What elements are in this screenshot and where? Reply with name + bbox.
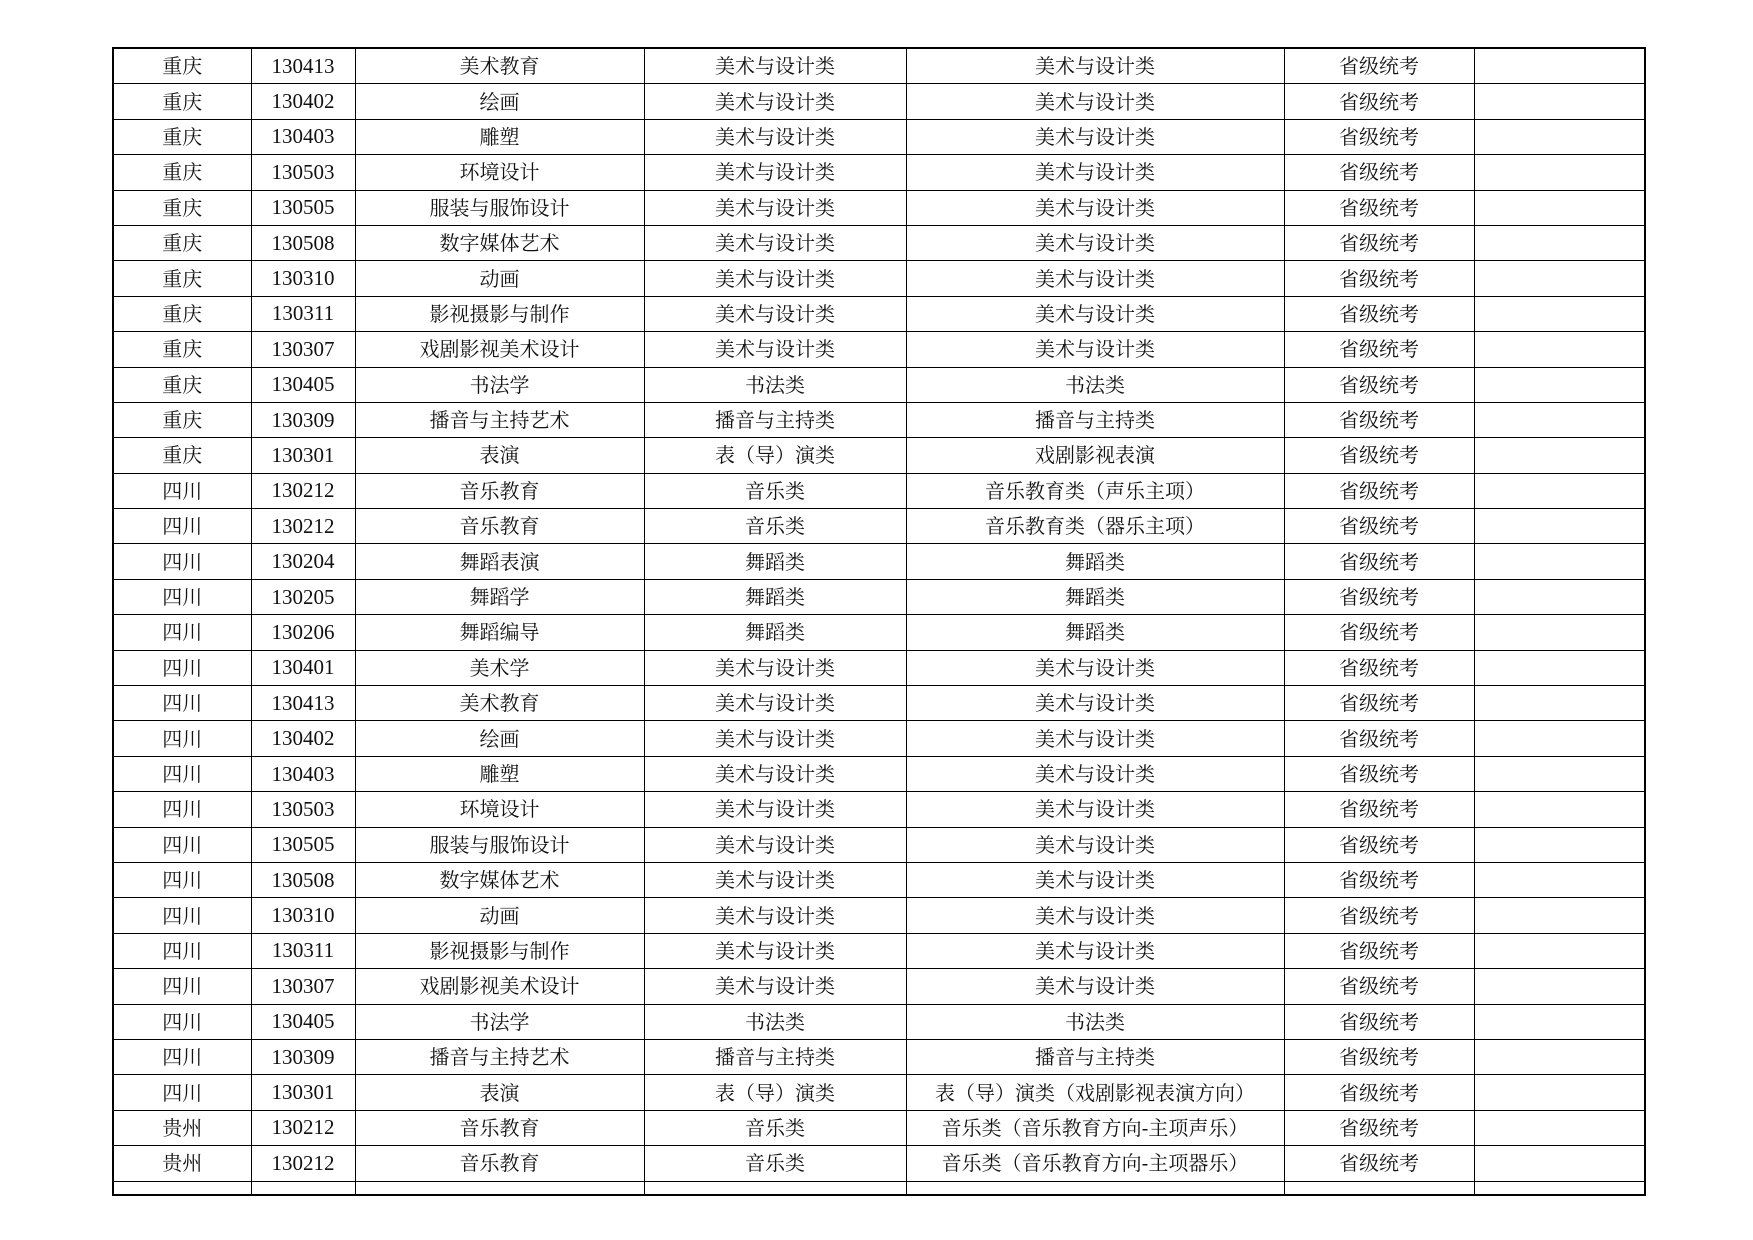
exam-subject-cell: 美术与设计类 [906,969,1284,1004]
category-cell: 美术与设计类 [644,969,906,1004]
table-row [113,862,1645,897]
code-cell: 130212 [251,1146,355,1181]
note-cell [1474,756,1645,791]
exam-type-cell: 省级统考 [1284,1146,1474,1181]
code-cell: 130206 [251,615,355,650]
category-cell: 播音与主持类 [644,1039,906,1074]
code-cell: 130503 [251,155,355,190]
province-cell: 四川 [113,615,251,650]
major-cell: 书法学 [355,367,644,402]
major-cell: 戏剧影视美术设计 [355,332,644,367]
table-row [113,1039,1645,1074]
category-cell: 书法类 [644,1004,906,1039]
note-cell [1474,1110,1645,1145]
province-cell: 四川 [113,1075,251,1110]
code-cell: 130403 [251,756,355,791]
exam-type-cell: 省级统考 [1284,1004,1474,1039]
exam-type-cell: 省级统考 [1284,225,1474,260]
note-cell [1474,190,1645,225]
major-cell: 绘画 [355,721,644,756]
table-row [113,155,1645,190]
exam-subject-cell: 美术与设计类 [906,827,1284,862]
code-cell: 130307 [251,332,355,367]
major-cell: 音乐教育 [355,1110,644,1145]
exam-subject-cell: 美术与设计类 [906,721,1284,756]
exam-subject-cell: 舞蹈类 [906,579,1284,614]
major-cell: 绘画 [355,84,644,119]
table-row [113,438,1645,473]
category-cell: 表（导）演类 [644,438,906,473]
table-row [113,190,1645,225]
province-cell: 重庆 [113,119,251,154]
code-cell: 130403 [251,119,355,154]
category-cell: 音乐类 [644,473,906,508]
major-cell: 书法学 [355,1004,644,1039]
major-cell: 环境设计 [355,155,644,190]
exam-subject-cell: 播音与主持类 [906,402,1284,437]
exam-type-cell: 省级统考 [1284,615,1474,650]
exam-subject-cell: 美术与设计类 [906,933,1284,968]
table-row [113,1004,1645,1039]
province-cell: 四川 [113,579,251,614]
major-cell: 影视摄影与制作 [355,933,644,968]
code-cell: 130405 [251,367,355,402]
note-cell [1474,367,1645,402]
exam-type-cell: 省级统考 [1284,650,1474,685]
note-cell [1474,119,1645,154]
table-row [113,933,1645,968]
note-cell [1474,721,1645,756]
table-bottom-spacer [113,1181,1645,1195]
category-cell: 美术与设计类 [644,261,906,296]
province-cell: 重庆 [113,84,251,119]
province-cell: 重庆 [113,190,251,225]
exam-type-cell: 省级统考 [1284,438,1474,473]
table-row [113,1075,1645,1110]
table-row [113,827,1645,862]
code-cell: 130405 [251,1004,355,1039]
major-cell: 环境设计 [355,792,644,827]
table-row [113,402,1645,437]
code-cell: 130503 [251,792,355,827]
major-cell: 戏剧影视美术设计 [355,969,644,1004]
exam-subject-cell: 美术与设计类 [906,756,1284,791]
major-cell: 动画 [355,898,644,933]
category-cell: 美术与设计类 [644,48,906,84]
note-cell [1474,1004,1645,1039]
exam-type-cell: 省级统考 [1284,792,1474,827]
province-cell: 重庆 [113,48,251,84]
table-row [113,721,1645,756]
spacer-cell [355,1181,644,1195]
code-cell: 130505 [251,827,355,862]
category-cell: 美术与设计类 [644,190,906,225]
code-cell: 130301 [251,438,355,473]
major-cell: 播音与主持艺术 [355,402,644,437]
exam-type-cell: 省级统考 [1284,48,1474,84]
major-cell: 音乐教育 [355,509,644,544]
note-cell [1474,84,1645,119]
province-cell: 四川 [113,1004,251,1039]
table-row [113,969,1645,1004]
category-cell: 美术与设计类 [644,827,906,862]
table-row [113,686,1645,721]
exam-subject-cell: 美术与设计类 [906,84,1284,119]
province-cell: 四川 [113,686,251,721]
spacer-cell [251,1181,355,1195]
province-cell: 四川 [113,792,251,827]
exam-type-cell: 省级统考 [1284,756,1474,791]
province-cell: 四川 [113,756,251,791]
province-cell: 重庆 [113,155,251,190]
major-cell: 音乐教育 [355,1146,644,1181]
major-cell: 舞蹈表演 [355,544,644,579]
table-row [113,509,1645,544]
admissions-table [112,47,1646,1196]
table-row [113,792,1645,827]
province-cell: 四川 [113,969,251,1004]
exam-type-cell: 省级统考 [1284,155,1474,190]
major-cell: 舞蹈编导 [355,615,644,650]
exam-subject-cell: 播音与主持类 [906,1039,1284,1074]
code-cell: 130307 [251,969,355,1004]
exam-subject-cell: 美术与设计类 [906,190,1284,225]
exam-type-cell: 省级统考 [1284,296,1474,331]
province-cell: 四川 [113,650,251,685]
major-cell: 美术学 [355,650,644,685]
major-cell: 数字媒体艺术 [355,225,644,260]
table-row [113,296,1645,331]
exam-subject-cell: 美术与设计类 [906,261,1284,296]
exam-subject-cell: 音乐类（音乐教育方向-主项声乐） [906,1110,1284,1145]
note-cell [1474,615,1645,650]
spacer-cell [906,1181,1284,1195]
code-cell: 130508 [251,862,355,897]
note-cell [1474,827,1645,862]
exam-type-cell: 省级统考 [1284,1039,1474,1074]
category-cell: 美术与设计类 [644,933,906,968]
category-cell: 播音与主持类 [644,402,906,437]
code-cell: 130212 [251,473,355,508]
exam-subject-cell: 美术与设计类 [906,332,1284,367]
code-cell: 130413 [251,48,355,84]
table-row [113,473,1645,508]
exam-type-cell: 省级统考 [1284,933,1474,968]
province-cell: 重庆 [113,225,251,260]
exam-subject-cell: 书法类 [906,1004,1284,1039]
exam-subject-cell: 美术与设计类 [906,225,1284,260]
province-cell: 四川 [113,509,251,544]
table-row [113,225,1645,260]
major-cell: 美术教育 [355,48,644,84]
document-page [112,47,1644,1196]
category-cell: 美术与设计类 [644,296,906,331]
note-cell [1474,1075,1645,1110]
province-cell: 贵州 [113,1146,251,1181]
exam-subject-cell: 音乐类（音乐教育方向-主项器乐） [906,1146,1284,1181]
province-cell: 四川 [113,1039,251,1074]
province-cell: 四川 [113,933,251,968]
table-row [113,544,1645,579]
category-cell: 美术与设计类 [644,225,906,260]
table-row [113,579,1645,614]
major-cell: 雕塑 [355,756,644,791]
province-cell: 重庆 [113,261,251,296]
note-cell [1474,332,1645,367]
major-cell: 舞蹈学 [355,579,644,614]
category-cell: 美术与设计类 [644,721,906,756]
code-cell: 130204 [251,544,355,579]
exam-type-cell: 省级统考 [1284,261,1474,296]
category-cell: 舞蹈类 [644,615,906,650]
exam-type-cell: 省级统考 [1284,898,1474,933]
note-cell [1474,862,1645,897]
exam-type-cell: 省级统考 [1284,1110,1474,1145]
exam-type-cell: 省级统考 [1284,119,1474,154]
exam-type-cell: 省级统考 [1284,367,1474,402]
major-cell: 音乐教育 [355,473,644,508]
province-cell: 四川 [113,862,251,897]
note-cell [1474,792,1645,827]
category-cell: 美术与设计类 [644,898,906,933]
province-cell: 重庆 [113,367,251,402]
code-cell: 130505 [251,190,355,225]
spacer-cell [644,1181,906,1195]
category-cell: 美术与设计类 [644,792,906,827]
table-row [113,615,1645,650]
exam-subject-cell: 美术与设计类 [906,296,1284,331]
code-cell: 130310 [251,898,355,933]
category-cell: 美术与设计类 [644,119,906,154]
spacer-cell [113,1181,251,1195]
category-cell: 音乐类 [644,509,906,544]
exam-subject-cell: 表（导）演类（戏剧影视表演方向） [906,1075,1284,1110]
major-cell: 服装与服饰设计 [355,190,644,225]
province-cell: 贵州 [113,1110,251,1145]
exam-type-cell: 省级统考 [1284,402,1474,437]
note-cell [1474,579,1645,614]
note-cell [1474,438,1645,473]
exam-type-cell: 省级统考 [1284,686,1474,721]
exam-subject-cell: 音乐教育类（器乐主项） [906,509,1284,544]
category-cell: 舞蹈类 [644,579,906,614]
province-cell: 重庆 [113,296,251,331]
major-cell: 影视摄影与制作 [355,296,644,331]
exam-type-cell: 省级统考 [1284,969,1474,1004]
major-cell: 表演 [355,1075,644,1110]
major-cell: 雕塑 [355,119,644,154]
note-cell [1474,650,1645,685]
exam-subject-cell: 美术与设计类 [906,119,1284,154]
note-cell [1474,544,1645,579]
note-cell [1474,1146,1645,1181]
code-cell: 130311 [251,933,355,968]
category-cell: 美术与设计类 [644,756,906,791]
table-row [113,84,1645,119]
exam-subject-cell: 美术与设计类 [906,48,1284,84]
note-cell [1474,1039,1645,1074]
province-cell: 重庆 [113,438,251,473]
exam-subject-cell: 美术与设计类 [906,686,1284,721]
category-cell: 音乐类 [644,1110,906,1145]
exam-subject-cell: 美术与设计类 [906,792,1284,827]
exam-type-cell: 省级统考 [1284,862,1474,897]
note-cell [1474,155,1645,190]
table-row [113,1110,1645,1145]
note-cell [1474,402,1645,437]
code-cell: 130205 [251,579,355,614]
exam-subject-cell: 音乐教育类（声乐主项） [906,473,1284,508]
category-cell: 美术与设计类 [644,84,906,119]
exam-subject-cell: 美术与设计类 [906,650,1284,685]
exam-subject-cell: 美术与设计类 [906,155,1284,190]
code-cell: 130401 [251,650,355,685]
note-cell [1474,473,1645,508]
category-cell: 美术与设计类 [644,332,906,367]
spacer-cell [1284,1181,1474,1195]
exam-type-cell: 省级统考 [1284,544,1474,579]
table-row [113,650,1645,685]
province-cell: 重庆 [113,402,251,437]
code-cell: 130508 [251,225,355,260]
category-cell: 美术与设计类 [644,686,906,721]
exam-type-cell: 省级统考 [1284,827,1474,862]
major-cell: 服装与服饰设计 [355,827,644,862]
note-cell [1474,898,1645,933]
exam-type-cell: 省级统考 [1284,1075,1474,1110]
exam-type-cell: 省级统考 [1284,509,1474,544]
code-cell: 130212 [251,1110,355,1145]
category-cell: 美术与设计类 [644,650,906,685]
exam-subject-cell: 美术与设计类 [906,862,1284,897]
category-cell: 书法类 [644,367,906,402]
major-cell: 表演 [355,438,644,473]
exam-subject-cell: 舞蹈类 [906,544,1284,579]
category-cell: 美术与设计类 [644,155,906,190]
code-cell: 130311 [251,296,355,331]
note-cell [1474,296,1645,331]
major-cell: 播音与主持艺术 [355,1039,644,1074]
note-cell [1474,969,1645,1004]
exam-subject-cell: 美术与设计类 [906,898,1284,933]
code-cell: 130309 [251,1039,355,1074]
exam-type-cell: 省级统考 [1284,721,1474,756]
province-cell: 四川 [113,721,251,756]
exam-type-cell: 省级统考 [1284,473,1474,508]
code-cell: 130310 [251,261,355,296]
table-row [113,332,1645,367]
spacer-cell [1474,1181,1645,1195]
province-cell: 重庆 [113,332,251,367]
category-cell: 音乐类 [644,1146,906,1181]
table-row [113,898,1645,933]
category-cell: 表（导）演类 [644,1075,906,1110]
category-cell: 美术与设计类 [644,862,906,897]
note-cell [1474,933,1645,968]
table-row [113,367,1645,402]
province-cell: 四川 [113,898,251,933]
code-cell: 130413 [251,686,355,721]
exam-type-cell: 省级统考 [1284,579,1474,614]
exam-subject-cell: 书法类 [906,367,1284,402]
code-cell: 130402 [251,84,355,119]
exam-type-cell: 省级统考 [1284,190,1474,225]
major-cell: 数字媒体艺术 [355,862,644,897]
province-cell: 四川 [113,473,251,508]
table-row [113,119,1645,154]
code-cell: 130402 [251,721,355,756]
code-cell: 130309 [251,402,355,437]
note-cell [1474,509,1645,544]
exam-type-cell: 省级统考 [1284,332,1474,367]
exam-subject-cell: 戏剧影视表演 [906,438,1284,473]
code-cell: 130212 [251,509,355,544]
exam-type-cell: 省级统考 [1284,84,1474,119]
note-cell [1474,48,1645,84]
code-cell: 130301 [251,1075,355,1110]
table-body [113,48,1645,1195]
table-row [113,756,1645,791]
table-row [113,261,1645,296]
category-cell: 舞蹈类 [644,544,906,579]
major-cell: 美术教育 [355,686,644,721]
table-row [113,1146,1645,1181]
province-cell: 四川 [113,827,251,862]
note-cell [1474,261,1645,296]
major-cell: 动画 [355,261,644,296]
exam-subject-cell: 舞蹈类 [906,615,1284,650]
note-cell [1474,225,1645,260]
province-cell: 四川 [113,544,251,579]
table-row [113,48,1645,84]
note-cell [1474,686,1645,721]
